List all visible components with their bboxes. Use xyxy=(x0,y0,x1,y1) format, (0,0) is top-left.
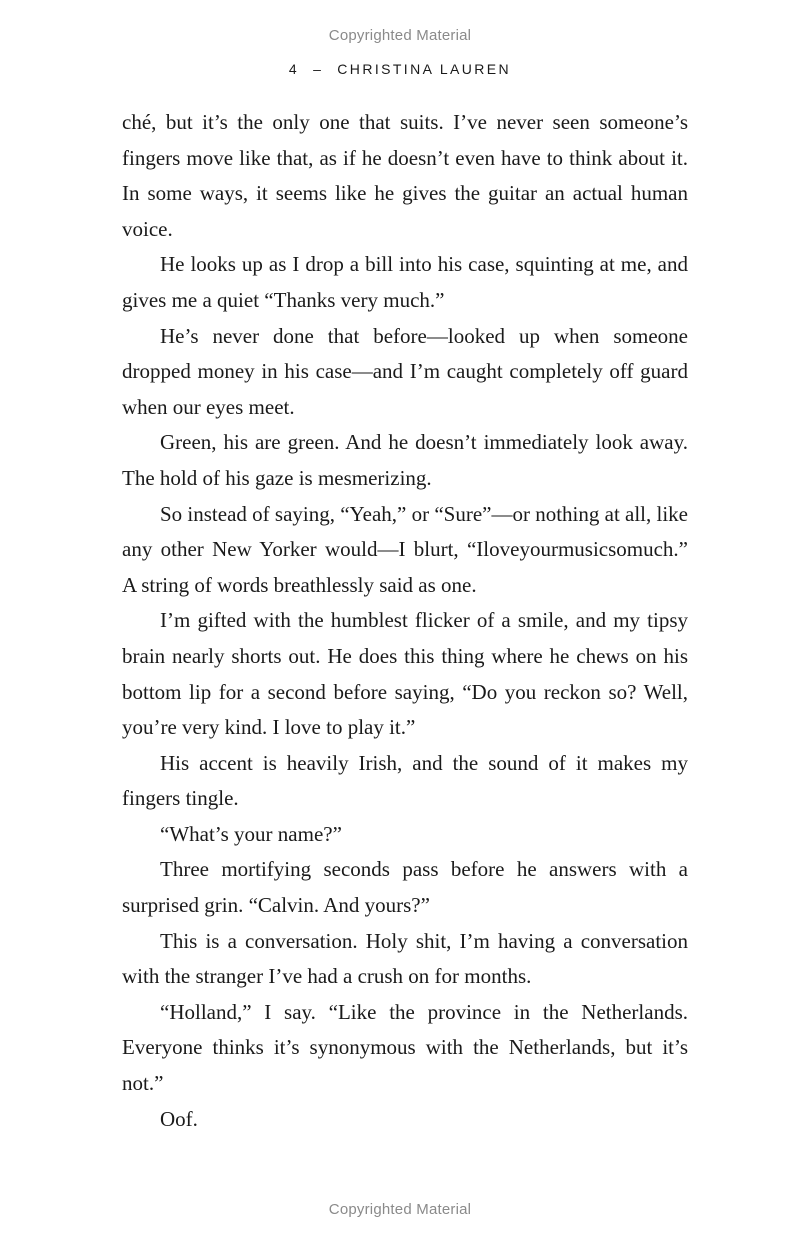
paragraph: This is a conversation. Holy shit, I’m having a conversation with the stranger I’ve had a crush on for months. xyxy=(122,928,688,989)
copyright-watermark-top: Copyrighted Material xyxy=(328,27,472,44)
paragraph: He looks up as I drop a bill into his case, squinting at me, and gives me a quiet “Thanks very much.” xyxy=(122,252,688,312)
paragraph: Three mortifying seconds pass before he answers with a surprised grin. “Calvin. And yours?” xyxy=(122,857,688,918)
paragraph: He’s never done that before—looked up when someone dropped money in his case—and I’m caught completely off guard when our eyes meet. xyxy=(122,323,688,419)
paragraph: Oof. xyxy=(160,1106,198,1131)
paragraph: “What’s your name?” xyxy=(160,821,342,846)
running-head-separator: – xyxy=(313,61,324,77)
copyright-watermark-bottom: Copyrighted Material xyxy=(328,1201,472,1218)
paragraph: I’m gifted with the humblest flicker of a smile, and my tipsy brain nearly shorts out. He does this thing where he chews on his bottom lip for a second before saying, “Do you reckon so? Well, you’re very kind. I love to play it.” xyxy=(122,608,688,740)
paragraph: So instead of saying, “Yeah,” or “Sure”—or nothing at all, like any other New Yorker would—I blurt, “Iloveyourmusicsomuch.” A string of words breathlessly said as one. xyxy=(122,501,689,597)
body-text xyxy=(122,105,688,1137)
paragraph: Green, his are green. And he doesn’t immediately look away. The hold of his gaze is mesmerizing. xyxy=(122,430,688,490)
paragraph-continued: ché, but it’s the only one that suits. I’ve never seen someone’s fingers move like that, as if he doesn’t even have to think about it. In some ways, it seems like he gives the guitar an actual human voice. xyxy=(122,110,688,241)
running-head xyxy=(0,61,800,77)
paragraph: “Holland,” I say. “Like the province in the Netherlands. Everyone thinks it’s synonymous with the Netherlands, but it’s not.” xyxy=(122,999,688,1096)
paragraph: His accent is heavily Irish, and the sound of it makes my fingers tingle. xyxy=(122,750,688,811)
author-name: CHRISTINA LAUREN xyxy=(337,61,512,77)
page-number: 4 xyxy=(288,61,300,77)
